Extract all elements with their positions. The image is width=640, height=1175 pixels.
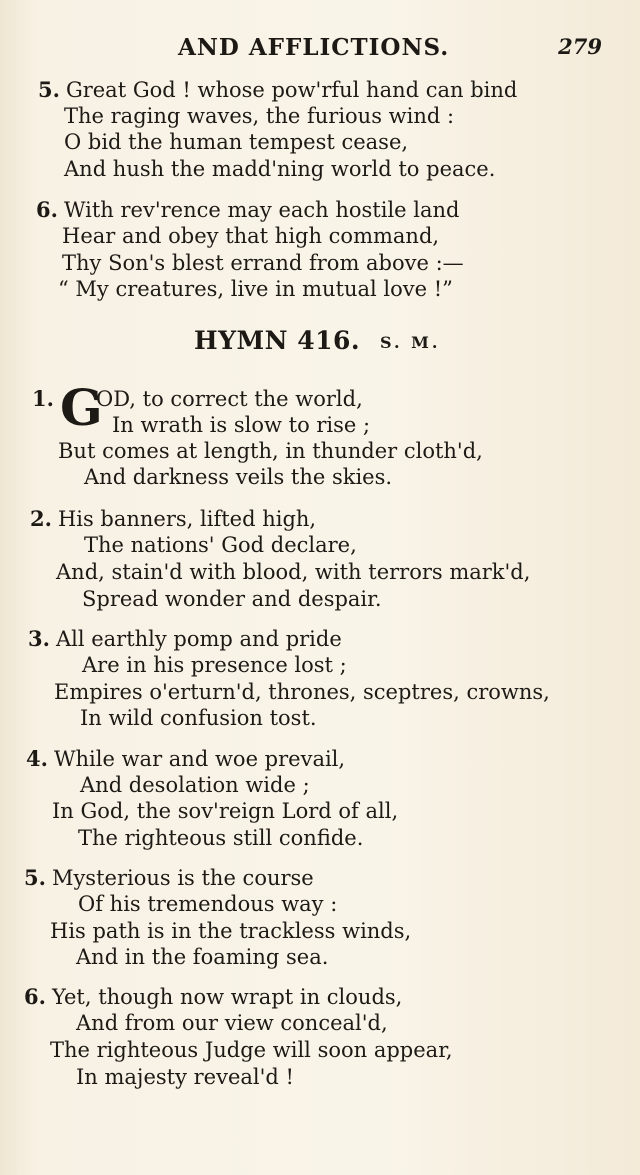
stanza-number: 2. (30, 506, 52, 531)
stanza-number: 3. (28, 626, 50, 651)
verse-line: And hush the madd'ning world to peace. (64, 157, 496, 181)
verse-line: 5. Mysterious is the course (24, 865, 314, 890)
verse-line: In God, the sov'reign Lord of all, (52, 799, 399, 823)
verse-line: The righteous still confide. (78, 826, 364, 850)
verse-line: In majesty reveal'd ! (76, 1065, 294, 1089)
verse-line: “ My creatures, live in mutual love !” (58, 277, 453, 301)
verse-line: And darkness veils the skies. (84, 465, 393, 489)
verse-line: 6. With rev'rence may each hostile land (36, 197, 460, 222)
verse-line: Of his tremendous way : (78, 892, 338, 916)
stanza-number: 6. (36, 197, 58, 222)
verse-line: The righteous Judge will soon appear, (50, 1038, 453, 1062)
running-title: AND AFFLICTIONS. (178, 34, 450, 61)
verse-line: But comes at length, in thunder cloth'd, (58, 439, 483, 463)
verse-line: Spread wonder and despair. (82, 587, 382, 611)
verse-line: 2. His banners, lifted high, (30, 506, 317, 531)
verse-line: In wild confusion tost. (80, 706, 317, 730)
verse-line: And in the foaming sea. (76, 945, 329, 969)
hymn-title: HYMN 416. (194, 326, 361, 355)
stanza-number: 5. (24, 865, 46, 890)
stanza-number: 5. (38, 77, 60, 102)
verse-line: 6. Yet, though now wrapt in clouds, (24, 984, 403, 1009)
verse-line: His path is in the trackless winds, (50, 919, 412, 943)
verse-line: The nations' God declare, (84, 533, 357, 557)
stanza-number: 1. (32, 386, 54, 411)
verse-line: In wrath is slow to rise ; (112, 413, 371, 437)
verse-line: Hear and obey that high command, (62, 224, 440, 248)
verse-line: The raging waves, the furious wind : (64, 104, 455, 128)
hymn-meter: S. M. (380, 333, 441, 352)
verse-line: Thy Son's blest errand from above :— (62, 251, 464, 275)
stanza-number: 6. (24, 984, 46, 1009)
page-number: 279 (558, 34, 602, 59)
verse-line: Are in his presence lost ; (82, 653, 347, 677)
verse-line: OD, to correct the world, (96, 387, 363, 411)
verse-line: And, stain'd with blood, with terrors mark'd, (56, 560, 531, 584)
verse-line: And desolation wide ; (80, 773, 310, 797)
verse-line: 3. All earthly pomp and pride (28, 626, 342, 651)
hymn-heading (0, 326, 640, 360)
verse-line: O bid the human tempest cease, (64, 130, 409, 154)
verse-line: Empires o'erturn'd, thrones, sceptres, crowns, (54, 680, 550, 704)
running-head (0, 34, 640, 66)
verse-line: 4. While war and woe prevail, (26, 746, 346, 771)
verse-line: And from our view conceal'd, (76, 1011, 388, 1035)
drop-cap: G (60, 378, 103, 437)
verse-line: 5. Great God ! whose pow'rful hand can bind (38, 77, 518, 102)
stanza-number: 4. (26, 746, 48, 771)
